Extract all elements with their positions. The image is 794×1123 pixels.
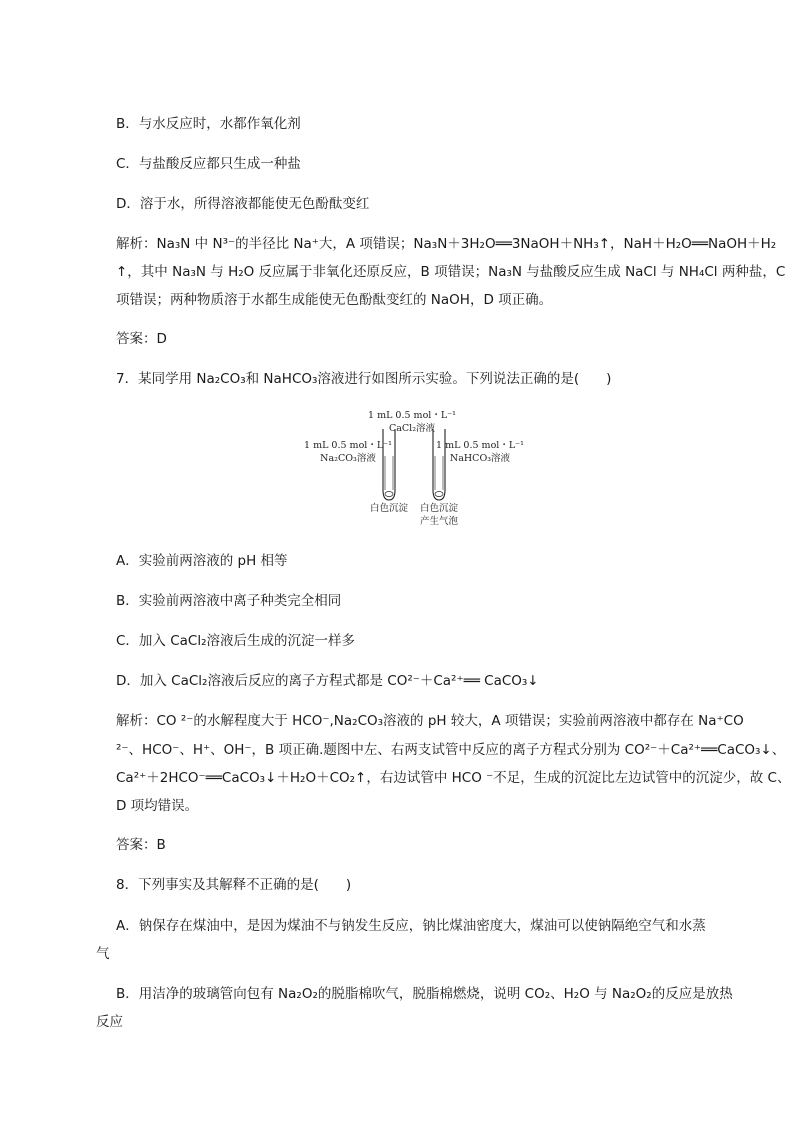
- q7-option-d: D．加入 CaCl₂溶液后反应的离子方程式都是 CO²⁻＋Ca²⁺══ CaCO₃↓: [116, 673, 539, 689]
- diagram-right-label-1: 1 mL 0.5 mol・L⁻¹: [436, 440, 524, 451]
- q7-explanation-line-3: Ca²⁺＋2HCO⁻══CaCO₃↓＋H₂O＋CO₂↑，右边试管中 HCO ⁻不足，生成的沉淀比左边试管中的沉淀少，故 C、: [116, 770, 791, 786]
- q7-explanation-line-4: D 项均错误。: [116, 798, 199, 814]
- diagram-left-label-2: Na₂CO₃溶液: [320, 453, 376, 464]
- diagram-right-result-1: 白色沉淀: [419, 503, 459, 514]
- q7-option-b: B．实验前两溶液中离子种类完全相同: [116, 593, 342, 609]
- diagram-top-label-1: 1 mL 0.5 mol・L⁻¹: [368, 410, 456, 421]
- q7-explanation-line-1: 解析：CO ²⁻的水解程度大于 HCO⁻,Na₂CO₃溶液的 pH 较大，A 项错误；实验前两溶液中都存在 Na⁺CO: [116, 713, 744, 729]
- q7-option-c: C．加入 CaCl₂溶液后生成的沉淀一样多: [116, 633, 356, 649]
- q7-stem: 7．某同学用 Na₂CO₃和 NaHCO₃溶液进行如图所示实验。下列说法正确的是( ): [116, 371, 612, 387]
- q6-option-c: C．与盐酸反应都只生成一种盐: [116, 156, 301, 172]
- q6-option-b: B．与水反应时，水都作氧化剂: [116, 116, 301, 132]
- q6-answer: 答案：D: [116, 331, 167, 347]
- diagram-left-result: 白色沉淀: [369, 503, 409, 514]
- experiment-diagram: [300, 404, 530, 530]
- diagram-right-result-2: 产生气泡: [419, 516, 459, 527]
- q7-option-a: A．实验前两溶液的 pH 相等: [116, 553, 288, 569]
- q8-option-a-line-1: A．钠保存在煤油中，是因为煤油不与钠发生反应，钠比煤油密度大，煤油可以使钠隔绝空气和水蒸: [116, 918, 706, 934]
- diagram-top-label-2: CaCl₂溶液: [388, 423, 436, 434]
- q6-explanation-line-1: 解析：Na₃N 中 N³⁻的半径比 Na⁺大，A 项错误；Na₃N＋3H₂O══3NaOH＋NH₃↑，NaH＋H₂O══NaOH＋H₂: [116, 236, 777, 252]
- diagram-right-label-2: NaHCO₃溶液: [449, 453, 511, 464]
- q7-explanation-line-2: ²⁻、HCO⁻、H⁺、OH⁻，B 项正确.题图中左、右两支试管中反应的离子方程式分别为 CO²⁻＋Ca²⁺══CaCO₃↓、: [116, 742, 786, 758]
- q8-stem: 8．下列事实及其解释不正确的是( ): [116, 877, 352, 893]
- diagram-left-label-1: 1 mL 0.5 mol・L⁻¹: [304, 440, 392, 451]
- q8-option-a-line-2: 气: [96, 946, 110, 962]
- q8-option-b-line-2: 反应: [96, 1014, 123, 1030]
- q6-explanation-line-2: ↑，其中 Na₃N 与 H₂O 反应属于非氧化还原反应，B 项错误；Na₃N 与盐酸反应生成 NaCl 与 NH₄Cl 两种盐，C: [116, 264, 786, 280]
- q8-option-b-line-1: B．用洁净的玻璃管向包有 Na₂O₂的脱脂棉吹气，脱脂棉燃烧，说明 CO₂、H₂O 与 Na₂O₂的反应是放热: [116, 986, 733, 1002]
- q6-option-d: D．溶于水，所得溶液都能使无色酚酞变红: [116, 196, 370, 212]
- q6-explanation-line-3: 项错误；两种物质溶于水都生成能使无色酚酞变红的 NaOH，D 项正确。: [116, 292, 553, 308]
- q7-answer: 答案：B: [116, 837, 166, 853]
